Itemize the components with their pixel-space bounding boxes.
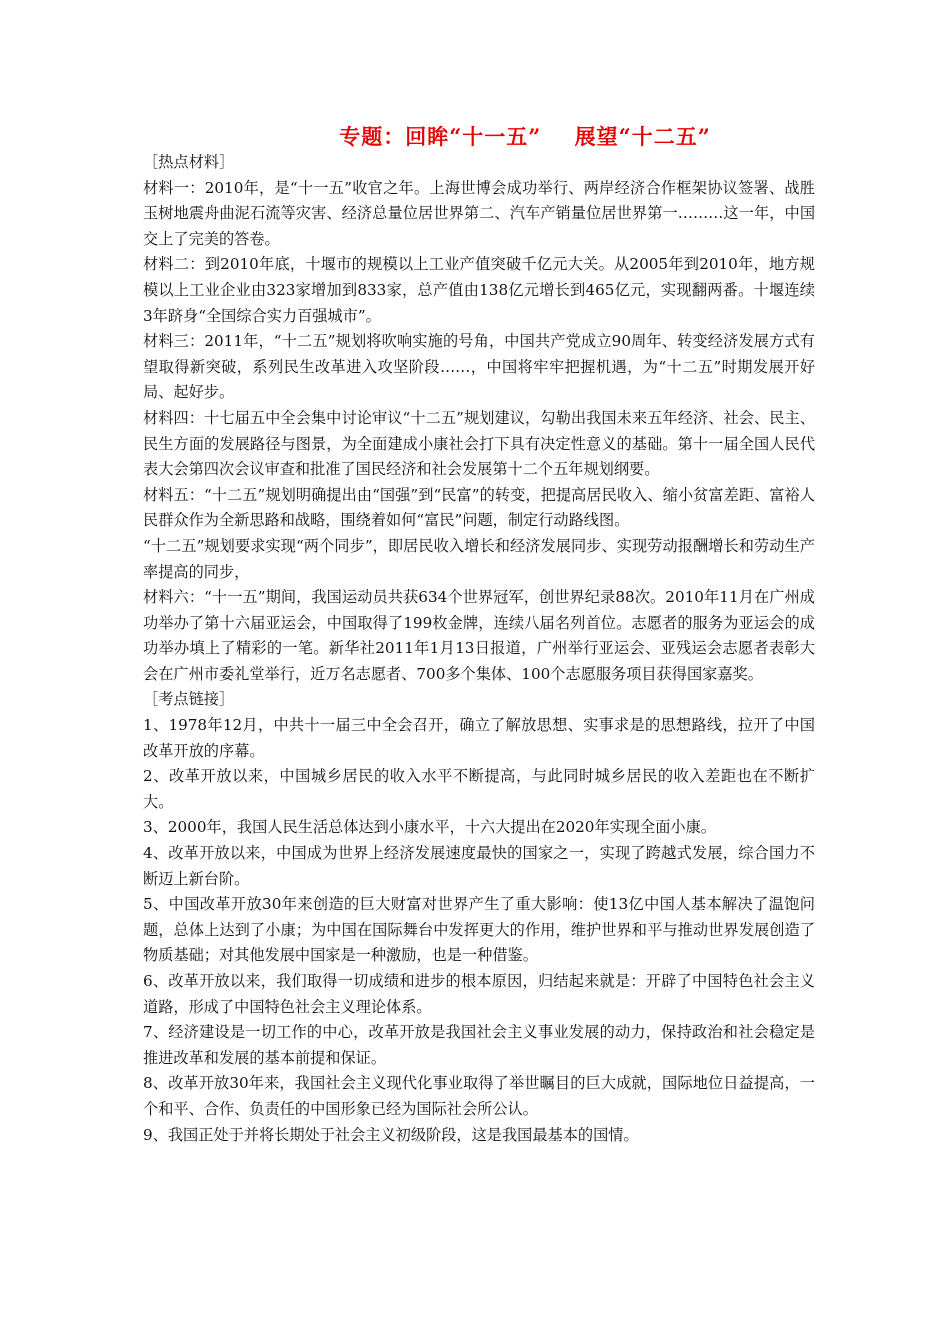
exam-point-9: 9、我国正处于并将长期处于社会主义初级阶段，这是我国最基本的国情。: [143, 1125, 639, 1144]
section-heading-hot-materials: ［热点材料］: [143, 153, 235, 171]
material-6-paragraph: 材料六：“十一五”期间，我国运动员共获634个世界冠军，创世界纪录88次。2010年11月在广州成功举办了第十六届亚运会，中国取得了199枚金牌，连续八届名列首位。志愿者的服务为亚运会的成功举办填上了精彩的一笔。新华社2011年1月13日报道，广州举行亚运会、亚残运会志愿者表彰大会在广州市委礼堂举行，近万名志愿者、700多个集体、100个志愿服务项目获得国家嘉奖。: [143, 588, 815, 683]
exam-point-1: 1、1978年12月，中共十一届三中全会召开，确立了解放思想、实事求是的思想路线，拉开了中国改革开放的序幕。: [143, 716, 815, 760]
exam-point-4: 4、改革开放以来，中国成为世界上经济发展速度最快的国家之一，实现了跨越式发展，综合国力不断迈上新台阶。: [143, 844, 815, 888]
exam-point-7: 7、经济建设是一切工作的中心，改革开放是我国社会主义事业发展的动力，保持政治和社会稳定是推进改革和发展的基本前提和保证。: [143, 1023, 815, 1067]
material-4-paragraph: 材料四：十七届五中全会集中讨论审议“十二五”规划建议，勾勒出我国未来五年经济、社会、民主、民生方面的发展路径与图景，为全面建成小康社会打下具有决定性意义的基础。第十一届全国人民代表大会第四次会议审查和批准了国民经济和社会发展第十二个五年规划纲要。: [143, 408, 815, 479]
section-heading-exam-links: ［考点链接］: [143, 690, 235, 709]
material-1-paragraph: 材料一：2010年，是“十一五”收官之年。上海世博会成功举行、两岸经济合作框架协议签署、战胜玉树地震舟曲泥石流等灾害、经济总量位居世界第二、汽车产销量位居世界第一………这一年，中国交上了完美的答卷。: [143, 178, 815, 248]
exam-point-5: 5、中国改革开放30年来创造的巨大财富对世界产生了重大影响：使13亿中国人基本解决了温饱问题，总体上达到了小康；为中国在国际舞台中发挥更大的作用，维护世界和平与推动世界发展创造了物质基础；对其他发展中国家是一种激励，也是一种借鉴。: [143, 895, 815, 965]
material-5-continuation-paragraph: “十二五”规划要求实现“两个同步”，即居民收入增长和经济发展同步、实现劳动报酬增长和劳动生产率提高的同步，: [143, 536, 815, 581]
material-3-paragraph: 材料三：2011年，“十二五”规划将吹响实施的号角，中国共产党成立90周年、转变经济发展方式有望取得新突破，系列民生改革进入攻坚阶段……，中国将牢牢把握机遇，为“十二五”时期发展开好局、起好步。: [143, 332, 815, 402]
material-5-paragraph: 材料五：“十二五”规划明确提出由“国强”到“民富”的转变，把提高居民收入、缩小贫富差距、富裕人民群众作为全新思路和战略，围绕着如何“富民”问题，制定行动路线图。: [143, 485, 815, 530]
document-body: [143, 150, 815, 1148]
material-2-paragraph: 材料二：到2010年底，十堰市的规模以上工业产值突破千亿元大关。从2005年到2010年，地方规模以上工业企业由323家增加到833家，总产值由138亿元增长到465亿元，实现翻两番。十堰连续3年跻身“全国综合实力百强城市”。: [143, 255, 815, 325]
exam-point-8: 8、改革开放30年来，我国社会主义现代化事业取得了举世瞩目的巨大成就，国际地位日益提高，一个和平、合作、负责任的中国形象已经为国际社会所公认。: [143, 1074, 815, 1118]
exam-point-3: 3、2000年，我国人民生活总体达到小康水平，十六大提出在2020年实现全面小康。: [143, 818, 716, 837]
exam-point-2: 2、改革开放以来，中国城乡居民的收入水平不断提高，与此同时城乡居民的收入差距也在不断扩大。: [143, 767, 815, 811]
exam-point-6: 6、改革开放以来，我们取得一切成绩和进步的根本原因，归结起来就是：开辟了中国特色社会主义道路，形成了中国特色社会主义理论体系。: [143, 972, 815, 1016]
document-title: 专题：回眸“十一五” 展望“十二五”: [339, 124, 711, 149]
